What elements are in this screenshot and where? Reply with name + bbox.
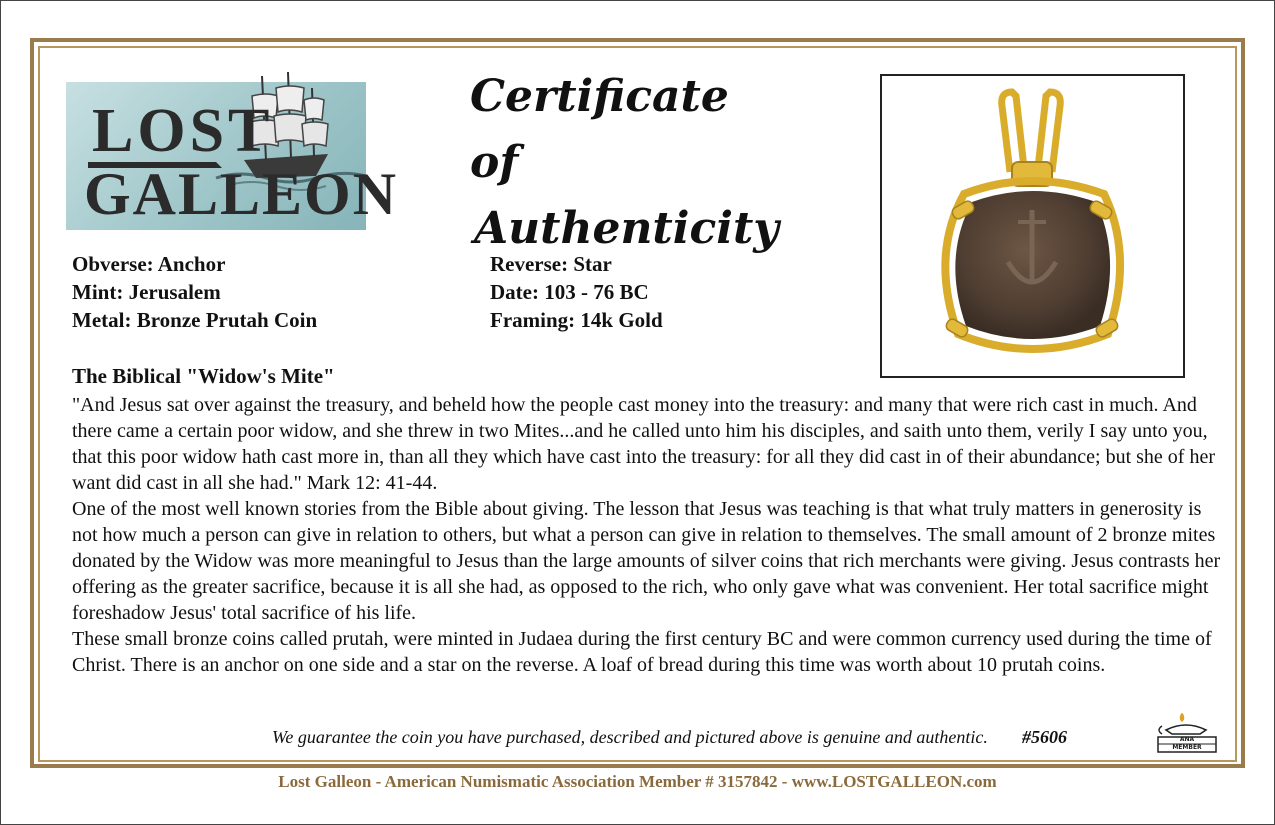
spec-metal: Metal: Bronze Prutah Coin [72, 308, 318, 332]
lost-galleon-logo [66, 82, 399, 230]
paragraph-history: These small bronze coins called prutah, were minted in Judaea during the first century BC and were common currency used during the time of Christ. There is an anchor on one side and a star on the reverse. A loaf of bread during this time was worth about 10 prutah coins. [72, 628, 1212, 676]
guarantee-statement: We guarantee the coin you have purchased, described and pictured above is genuine and authentic. [272, 727, 988, 747]
logo-word-galleon: GALLEON [84, 161, 399, 227]
logo-word-lost: LOST [92, 97, 274, 165]
ana-member-badge [1152, 710, 1222, 754]
coin-specs-right [490, 250, 663, 334]
section-heading: The Biblical "Widow's Mite" [72, 364, 335, 388]
title-line-1: Certificate of [470, 71, 729, 188]
paragraph-lesson: One of the most well known stories from the Bible about giving. The lesson that Jesus was teaching is that what truly matters in generosity is not how much a person can give in relation to others, but what a person can give in relation to themselves. The small amount of 2 bronze mites donated by the Widow was more meaningful to Jesus than the large amounts of silver coins that rich merchants were giving. Jesus contrasts her offering as the greater sacrifice, because it is all she had, as opposed to the rich, who only gave what was convenient. Her total sacrifice might foreshadow Jesus' total sacrifice of his life. [72, 498, 1221, 624]
coin-pendant-icon [882, 76, 1183, 376]
spec-reverse: Reverse: Star [490, 252, 612, 276]
footer-contact: Lost Galleon - American Numismatic Association Member # 3157842 - www.LOSTGALLEON.com [278, 772, 997, 791]
spec-obverse: Obverse: Anchor [72, 252, 226, 276]
spec-date: Date: 103 - 76 BC [490, 280, 649, 304]
description-body [72, 392, 1222, 678]
certificate-number: #5606 [1022, 727, 1067, 747]
badge-member-label: MEMBER [1172, 744, 1202, 751]
spec-mint: Mint: Jerusalem [72, 280, 221, 304]
badge-ana-label: ANA [1179, 736, 1195, 743]
coin-pendant-photo [880, 74, 1185, 378]
spec-framing: Framing: 14k Gold [490, 308, 663, 332]
title-line-2: Authenticity [474, 203, 779, 254]
paragraph-scripture: "And Jesus sat over against the treasury, and beheld how the people cast money into the treasury: and many that were rich cast in much. And there came a certain poor widow, and she threw in two Mites...and he called unto him his disciples, and saith unto them, verily I say unto you, that this poor widow hath cast more in, than all they which have cast into the treasury: for all they did cast in of their abundance; but she of her want did cast in all she had." Mark 12: 41-44. [72, 394, 1216, 494]
certificate-title [470, 64, 790, 262]
coin-specs-left [72, 250, 317, 334]
